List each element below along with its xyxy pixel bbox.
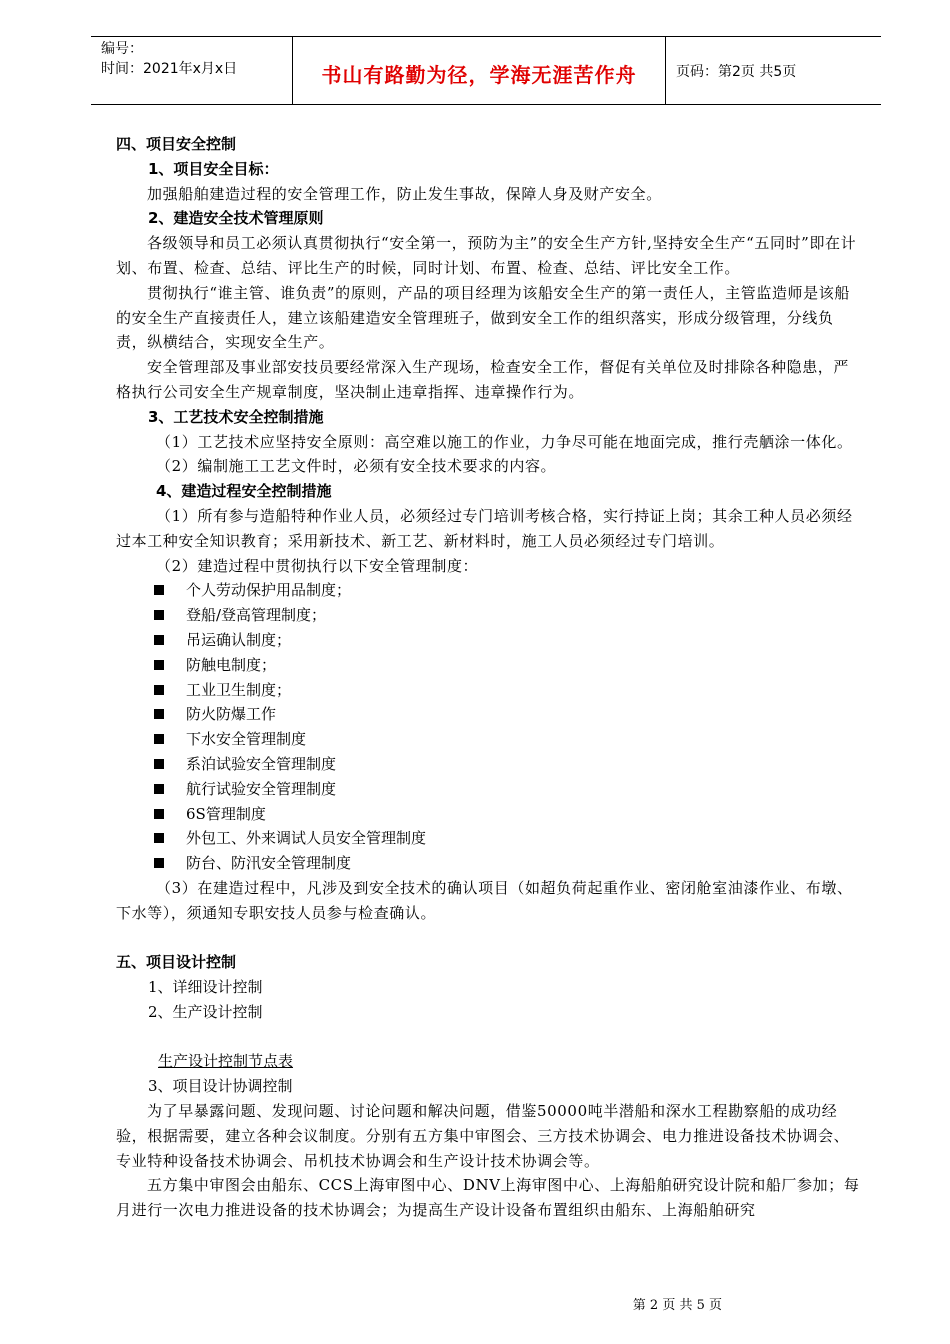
paragraph: 加强船舶建造过程的安全管理工作，防止发生事故，保障人身及财产安全。: [147, 184, 662, 203]
header-divider: [665, 37, 666, 104]
subsection-title: 3、工艺技术安全控制措施: [148, 407, 324, 426]
bullet-square-icon: [154, 709, 164, 719]
list-item: 吊运确认制度；: [116, 628, 862, 653]
doc-time-label: 时间：2021年x月x日: [101, 61, 238, 77]
section-title: 五、项目设计控制: [116, 953, 237, 972]
paragraph: （3）在建造过程中，凡涉及到安全技术的确认项目（如超负荷起重作业、密闭舱室油漆作业、布墩、下水等），须通知专职安技人员参与检查确认。: [116, 878, 853, 922]
header-motto: 书山有路勤为径，学海无涯苦作舟: [321, 63, 637, 87]
bullet-square-icon: [154, 759, 164, 769]
page-header: [91, 36, 881, 105]
subsection-title: 1、项目安全目标：: [148, 159, 279, 178]
list-item: 防触电制度；: [116, 653, 862, 678]
subsection-title: 1、详细设计控制: [148, 978, 263, 997]
paragraph: 安全管理部及事业部安技员要经常深入生产现场，检查安全工作，督促有关单位及时排除各种隐患，严格执行公司安全生产规章制度，坚决制止违章指挥、违章操作行为。: [116, 358, 850, 401]
list-item: 个人劳动保护用品制度；: [116, 578, 862, 603]
paragraph: （1）工艺技术应坚持安全原则：高空难以施工的作业，力争尽可能在地面完成，推行壳舾涂一体化。: [156, 432, 853, 451]
paragraph: （2）编制施工工艺文件时，必须有安全技术要求的内容。: [156, 457, 557, 476]
subsection-title: 2、生产设计控制: [148, 1002, 263, 1021]
bullet-square-icon: [154, 635, 164, 645]
bullet-square-icon: [154, 809, 164, 819]
subsection-title: 4、建造过程安全控制措施: [156, 482, 332, 501]
list-item: 系泊试验安全管理制度: [116, 752, 862, 777]
bullet-square-icon: [154, 660, 164, 670]
paragraph: 五方集中审图会由船东、CCS上海审图中心、DNV上海审图中心、上海船舶研究设计院和船厂参加；每月进行一次电力推进设备的技术协调会；为提高生产设计设备布置组织由船东、上海船舶研究: [116, 1176, 860, 1220]
subsection-title: 2、建造安全技术管理原则: [148, 209, 324, 228]
subsection-title: 3、项目设计协调控制: [148, 1077, 293, 1096]
footer-page-number: 第 2 页 共 5 页: [632, 1298, 722, 1313]
doc-number-label: 编号：: [101, 41, 143, 57]
paragraph: 各级领导和员工必须认真贯彻执行“安全第一，预防为主”的安全生产方针,坚持安全生产“五同时”即在计划、布置、检查、总结、评比生产的时候，同时计划、布置、检查、总结、评比安全工作。: [116, 234, 857, 277]
bullet-square-icon: [154, 610, 164, 620]
paragraph: （1）所有参与造船特种作业人员，必须经过专门培训考核合格，实行持证上岗；其余工种人员必须经过本工种安全知识教育；采用新技术、新工艺、新材料时，施工人员必须经过专门培训。: [116, 506, 853, 550]
list-item: 外包工、外来调试人员安全管理制度: [116, 826, 862, 851]
bullet-square-icon: [154, 784, 164, 794]
list-item: 工业卫生制度；: [116, 678, 862, 703]
paragraph: 贯彻执行“谁主管、谁负责”的原则，产品的项目经理为该船安全生产的第一责任人，主管监造师是该船的安全生产直接责任人，建立该船建造安全管理班子，做到安全工作的组织落实，形成分级管理，分线负责，纵横结合，实现安全生产。: [116, 283, 850, 352]
paragraph: 为了早暴露问题、发现问题、讨论问题和解决问题，借鉴50000吨半潜船和深水工程勘察船的成功经验，根据需要，建立各种会议制度。分别有五方集中审图会、三方技术协调会、电力推进设备技术协调会、专业特种设备技术协调会、吊机技术协调会和生产设计技术协调会等。: [116, 1102, 850, 1170]
list-item: 登船/登高管理制度；: [116, 603, 862, 628]
page-footer: [0, 1294, 950, 1313]
bullet-square-icon: [154, 585, 164, 595]
list-item: 防火防爆工作: [116, 702, 862, 727]
header-page-label: 页码：第2页 共5页: [676, 64, 797, 80]
section-title: 四、项目安全控制: [116, 135, 237, 153]
bullet-square-icon: [154, 685, 164, 695]
bullet-square-icon: [154, 833, 164, 843]
header-meta: [101, 39, 237, 79]
bullet-square-icon: [154, 858, 164, 868]
list-item: 下水安全管理制度: [116, 727, 862, 752]
list-item: 防台、防汛安全管理制度: [116, 851, 862, 876]
list-item: 6S管理制度: [116, 802, 862, 827]
bullet-square-icon: [154, 734, 164, 744]
table-caption-link: 生产设计控制节点表: [158, 1052, 294, 1071]
paragraph: （2）建造过程中贯彻执行以下安全管理制度：: [156, 556, 479, 575]
list-item: 航行试验安全管理制度: [116, 777, 862, 802]
spacer: [116, 926, 862, 951]
safety-rules-list: [116, 578, 862, 876]
spacer: [116, 1025, 862, 1050]
document-body: [116, 132, 862, 1223]
